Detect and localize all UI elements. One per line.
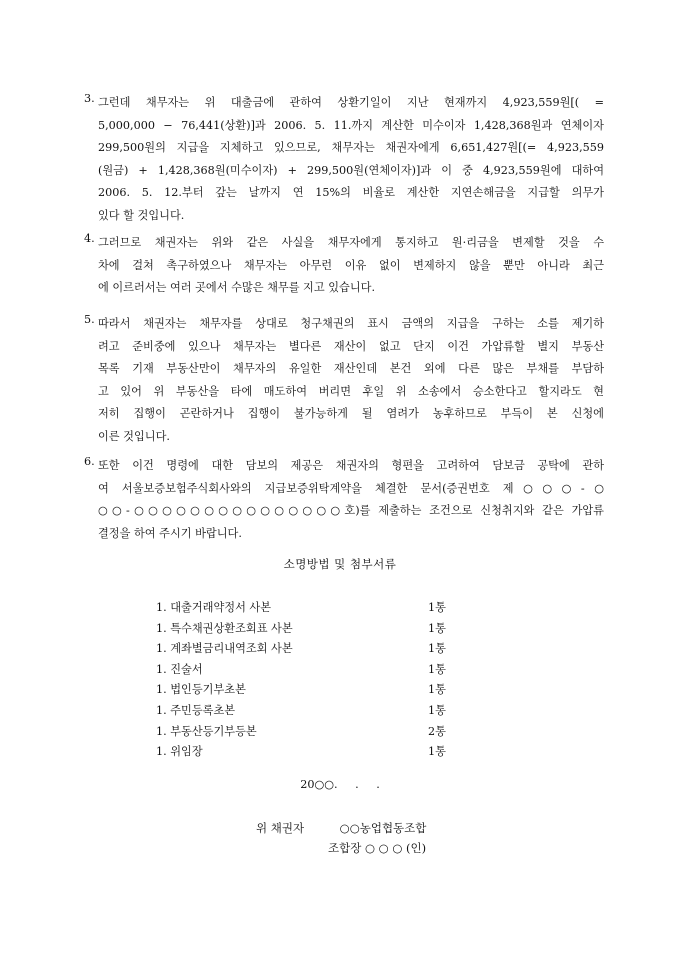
paragraph-line: 고 있어 위 부동산을 타에 매도하여 버리면 후일 위 소송에서 승소한다고 할지라도 현 — [98, 384, 604, 398]
attachment-name: 1. 주민등록초본 — [156, 703, 236, 717]
paragraph-line: 여 서울보증보험주식회사와의 지급보증위탁계약을 체결한 문서(증권번호 제○○○-○ — [98, 481, 604, 495]
paragraph-5 — [84, 313, 604, 448]
attachment-qty: 1통 — [428, 621, 446, 635]
attachment-item — [156, 701, 456, 722]
paragraph-line: 려고 준비중에 있으나 채무자는 별다른 재산이 없고 단지 이건 가압류할 별지 부동산 — [98, 339, 604, 353]
creditor-name: ○○농업협동조합 — [339, 821, 427, 835]
creditor-line — [256, 820, 426, 836]
attachment-item — [156, 619, 456, 640]
attachment-name: 1. 위임장 — [156, 745, 203, 759]
paragraph-line: 에 이르러서는 여러 곳에서 수많은 채무를 지고 있습니다. — [98, 281, 376, 294]
attachment-item — [156, 680, 456, 701]
paragraph-line: 299,500원의 지급을 지체하고 있으므로, 채무자는 채권자에게 6,651,427원[(= 4,923,559 — [98, 141, 604, 154]
attachments-list — [156, 598, 456, 763]
paragraph-line: 차에 걸쳐 촉구하였으나 채무자는 아무런 이유 없이 변제하지 않을 뿐만 아니라 최근 — [98, 258, 604, 272]
attachment-name: 1. 특수채권상환조회표 사본 — [156, 621, 293, 635]
attachment-item — [156, 598, 456, 619]
attachment-item — [156, 722, 456, 743]
paragraph-line: 2006. 5. 12.부터 갚는 날까지 연 15%의 비율로 계산한 지연손해금을 지급할 의무가 — [98, 186, 604, 199]
paragraph-6 — [84, 455, 604, 545]
paragraph-line: 저히 집행이 곤란하거나 집행이 불가능하게 될 염려가 농후하므로 부득이 본 신청에 — [98, 407, 604, 420]
paragraph-line: ○○-○○○○○○○○○○○○○○○호)를 제출하는 조건으로 신청취지와 같은 가압류 — [98, 504, 604, 517]
paragraph-line: 결정을 하여 주시기 바랍니다. — [98, 526, 242, 540]
attachment-qty: 1통 — [428, 601, 446, 614]
attachment-item — [156, 660, 456, 681]
attachment-name: 1. 대출거래약정서 사본 — [156, 601, 272, 614]
paragraph-number: 6. — [84, 455, 95, 468]
attachment-qty: 1통 — [428, 703, 446, 717]
paragraph-line: 목록 기재 부동산만이 채무자의 유일한 재산인데 본건 외에 다른 많은 부채를 부담하 — [98, 362, 604, 375]
signer-line: 조합장 ○ ○ ○ (인) — [328, 841, 427, 855]
creditor-label: 위 채권자 — [256, 821, 305, 835]
paragraph-line: 이른 것입니다. — [98, 429, 170, 443]
paragraph-line: (원금) + 1,428,368원(미수이자) + 299,500원(연체이자)]과 이 중 4,923,559원에 대하여 — [98, 163, 604, 177]
attachment-name: 1. 계좌별금리내역조회 사본 — [156, 642, 293, 656]
paragraph-line: 5,000,000 − 76,441(상환)]과 2006. 5. 11.까지 계산한 미수이자 1,428,368원과 연체이자 — [98, 118, 604, 132]
paragraph-line: 있다 할 것입니다. — [98, 208, 185, 222]
attachment-item — [156, 742, 456, 763]
paragraph-number: 4. — [84, 232, 95, 245]
document-date: 20○○. . . — [300, 778, 380, 791]
attachment-item — [156, 639, 456, 660]
attachment-name: 1. 진술서 — [156, 662, 203, 676]
paragraph-line: 또한 이건 명령에 대한 담보의 제공은 채권자의 형편을 고려하여 담보금 공탁에 관하 — [98, 459, 604, 472]
attachment-name: 1. 부동산등기부등본 — [156, 724, 257, 738]
paragraph-4 — [84, 232, 604, 300]
paragraph-number: 3. — [84, 92, 95, 105]
attachment-qty: 1통 — [428, 662, 446, 676]
paragraph-3 — [84, 92, 604, 227]
attachment-qty: 2통 — [428, 724, 446, 738]
attachments-heading: 소명방법 및 첨부서류 — [283, 557, 397, 571]
attachment-name: 1. 법인등기부초본 — [156, 683, 246, 697]
paragraph-line: 그런데 채무자는 위 대출금에 관하여 상환기일이 지난 현재까지 4,923,559원[( = — [98, 96, 604, 109]
attachment-qty: 1통 — [428, 642, 446, 656]
attachment-qty: 1통 — [428, 745, 446, 759]
paragraph-line: 따라서 채권자는 채무자를 상대로 청구채권의 표시 금액의 지급을 구하는 소를 제기하 — [98, 317, 604, 330]
paragraph-number: 5. — [84, 313, 95, 326]
attachment-qty: 1통 — [428, 683, 446, 697]
paragraph-line: 그러므로 채권자는 위와 같은 사실을 채무자에게 통지하고 원·리금을 변제할 것을 수 — [98, 236, 604, 249]
